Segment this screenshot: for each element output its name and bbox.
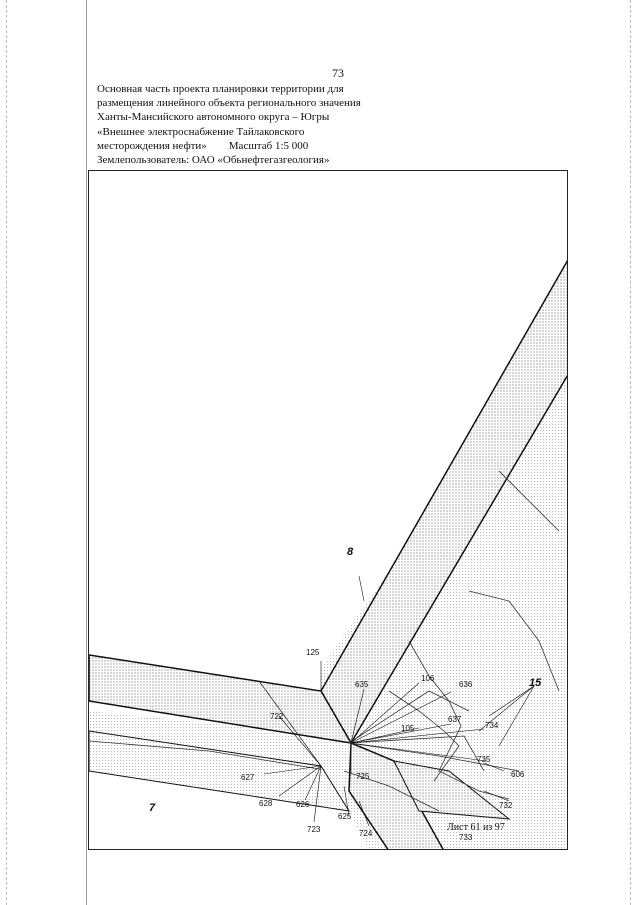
- scale-label: Масштаб 1:5 000: [228, 139, 309, 152]
- zone-label-8: 8: [347, 546, 354, 558]
- point-label: 625: [338, 812, 352, 821]
- document-header: [97, 82, 417, 167]
- point-label: 733: [459, 833, 473, 842]
- zone-label-15: 15: [529, 677, 542, 689]
- point-label: 734: [485, 721, 499, 730]
- map-canvas: [89, 171, 568, 850]
- point-label: 724: [359, 829, 373, 838]
- point-label: 626: [296, 800, 310, 809]
- point-label: 627: [241, 773, 255, 782]
- point-label: 735: [477, 755, 491, 764]
- point-label: 637: [448, 715, 462, 724]
- point-label: 125: [306, 648, 320, 657]
- point-label: 722: [270, 712, 284, 721]
- header-line: Ханты-Мансийского автономного округа – Югры: [97, 111, 330, 124]
- header-line: «Внешнее электроснабжение Тайлаковского: [97, 125, 305, 138]
- header-line-end: месторождения нефти»: [97, 139, 207, 152]
- map-frame: [88, 170, 568, 850]
- binding-line: [86, 0, 87, 905]
- point-label: 725: [356, 772, 370, 781]
- sheet-label: Лист 61 из 97: [447, 822, 505, 833]
- left-scan-edge: [6, 0, 7, 905]
- header-line: размещения линейного объекта регионального значения: [97, 97, 361, 110]
- header-line: [97, 139, 417, 153]
- point-label: 106: [421, 674, 435, 683]
- point-label: 606: [511, 770, 525, 779]
- land-user: Землепользователь: ОАО «Обьнефтегазгеология»: [97, 154, 330, 167]
- point-label: 635: [355, 680, 369, 689]
- point-label: 628: [259, 799, 273, 808]
- point-label: 723: [307, 825, 321, 834]
- point-label: 636: [459, 680, 473, 689]
- point-label: 732: [499, 801, 513, 810]
- point-label: 105: [401, 724, 415, 733]
- page-number: 73: [332, 66, 344, 80]
- zone-label-7: 7: [149, 802, 156, 814]
- right-scan-edge: [630, 0, 631, 905]
- header-line: Основная часть проекта планировки территории для: [97, 83, 344, 95]
